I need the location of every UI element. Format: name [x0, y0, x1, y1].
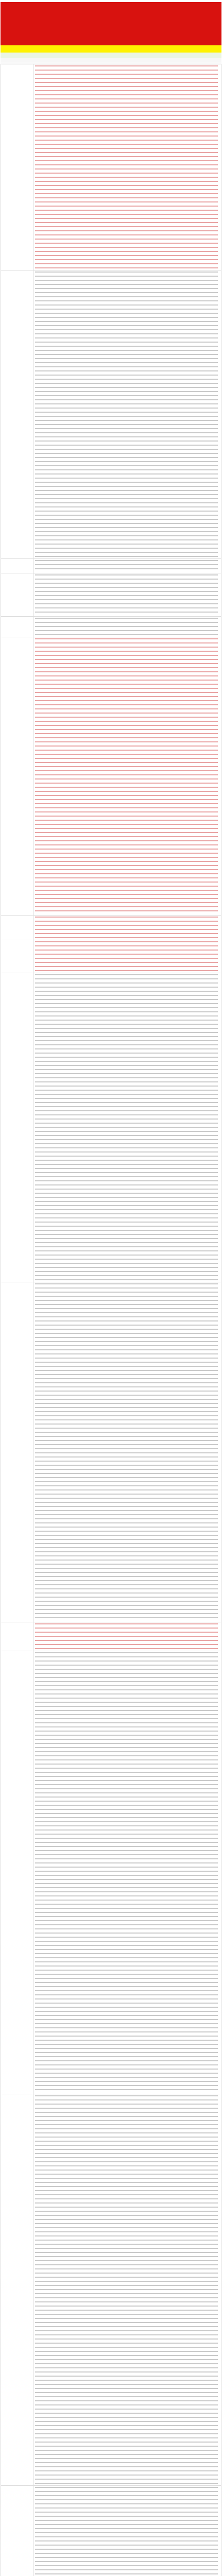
section-label: [1, 617, 33, 637]
section-body: [35, 618, 218, 636]
section-label: [1, 1651, 33, 2094]
section-label: [1, 940, 33, 973]
notice-bar: [1, 45, 221, 53]
table-row: [1, 637, 221, 915]
section-body: [35, 917, 218, 939]
top-banner: [1, 2, 221, 45]
sub-header: [1, 58, 221, 63]
content-table: [1, 64, 221, 2576]
section-body: [35, 2487, 218, 2576]
section-label: [1, 559, 33, 573]
section-body: [35, 65, 218, 269]
table-row: [1, 2094, 221, 2485]
table-row: [1, 940, 221, 973]
section-label: [1, 2486, 33, 2576]
section-body: [35, 1623, 218, 1650]
table-row: [1, 573, 221, 616]
section-label: [1, 973, 33, 1282]
banner-line: [3, 11, 219, 15]
section-label: [1, 2094, 33, 2485]
section-body: [35, 574, 218, 615]
banner-line: [3, 5, 219, 10]
section-label: [1, 916, 33, 940]
banner-line: [3, 28, 219, 32]
section-label: [1, 270, 33, 558]
section-label: [1, 64, 33, 270]
banner-line: [3, 16, 219, 21]
section-label: [1, 637, 33, 915]
section-body: [35, 1652, 218, 2093]
section-label: [1, 1282, 33, 1622]
banner-line: [3, 33, 219, 38]
table-row: [1, 616, 221, 637]
banner-line: [3, 22, 219, 27]
table-row: [1, 1651, 221, 2094]
section-label: [1, 1622, 33, 1651]
section-body: [35, 1283, 218, 1621]
table-row: [1, 915, 221, 940]
section-body: [35, 560, 218, 572]
banner-line: [3, 39, 219, 44]
table-row: [1, 1622, 221, 1651]
table-row: [1, 558, 221, 573]
table-row: [1, 270, 221, 558]
table-row: [1, 2485, 221, 2576]
section-body: [35, 941, 218, 972]
page: [1, 0, 221, 2576]
section-body: [35, 272, 218, 557]
table-row: [1, 64, 221, 270]
section-body: [35, 974, 218, 1281]
section-body: [35, 2095, 218, 2484]
table-row: [1, 1282, 221, 1622]
section-body: [35, 638, 218, 914]
table-row: [1, 973, 221, 1282]
section-label: [1, 573, 33, 616]
